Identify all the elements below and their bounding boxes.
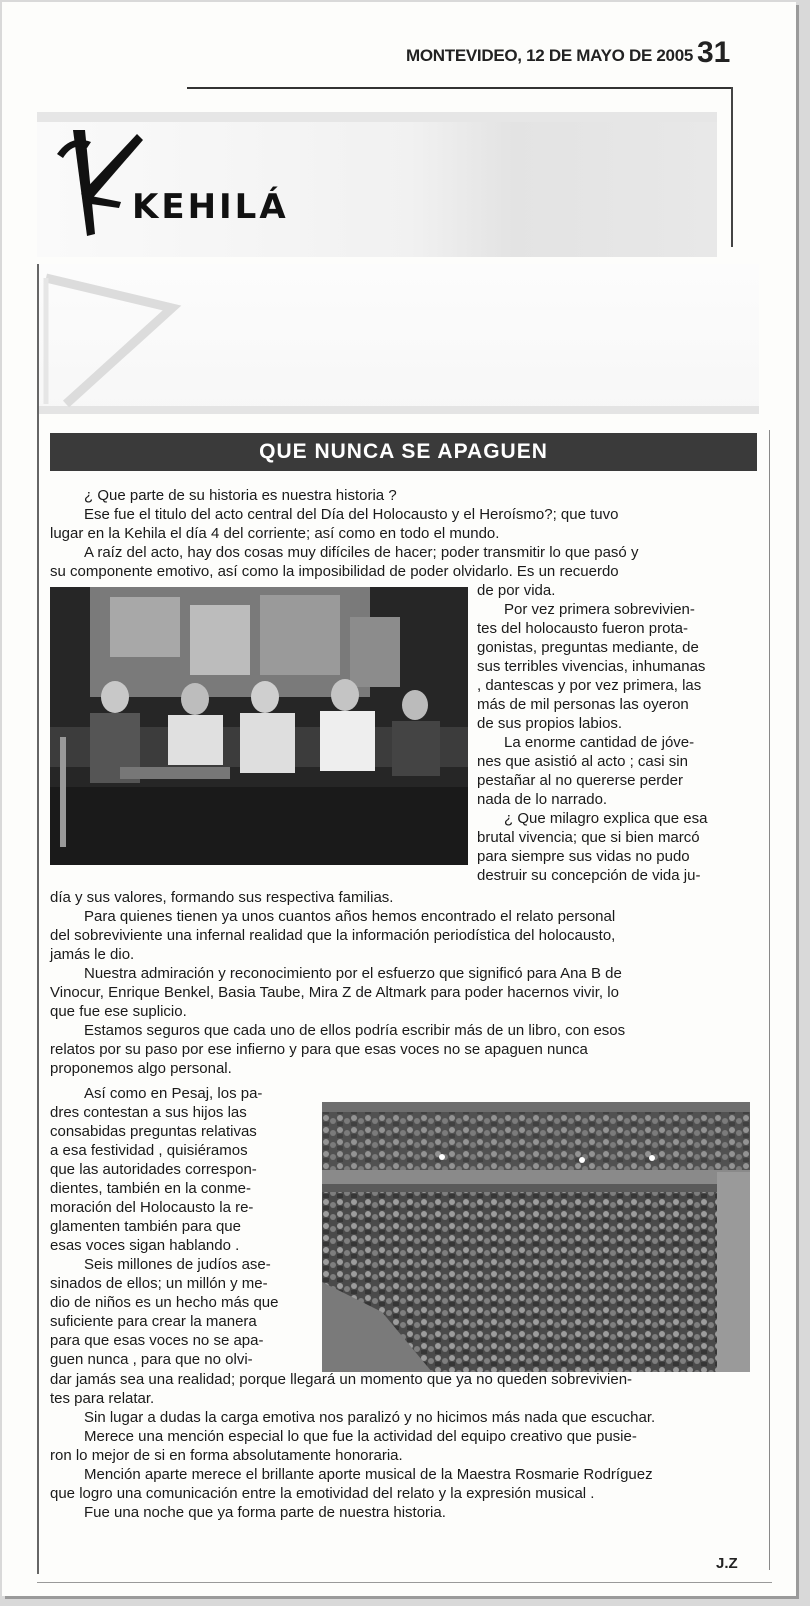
text-line: Seis millones de judíos ase- — [84, 1256, 271, 1273]
text-line: más de mil personas las oyeron — [477, 696, 689, 713]
stage-panel-photo — [50, 587, 468, 865]
text-line: Ese fue el titulo del acto central del Día del Holocausto y el Heroísmo?; que tuvo — [84, 506, 619, 523]
page-number: 31 — [697, 36, 731, 69]
text-line: A raíz del acto, hay dos cosas muy difíciles de hacer; poder transmitir lo que pasó y — [84, 544, 639, 561]
text-line: destruir su concepción de vida ju- — [477, 867, 701, 884]
text-line: La enorme cantidad de jóve- — [504, 734, 695, 751]
text-line: brutal vivencia; que si bien marcó — [477, 829, 700, 846]
text-line: dar jamás sea una realidad; porque llegará un momento que ya no queden sobrevivien- — [50, 1371, 633, 1388]
text-line: nada de lo narrado. — [477, 791, 608, 808]
text-line: de por vida. — [477, 582, 556, 599]
text-line: Vinocur, Enrique Benkel, Basia Taube, Mira Z de Altmark para poder hacernos vivir, lo — [50, 984, 619, 1001]
text-line: ¿ Que parte de su historia es nuestra historia ? — [84, 487, 397, 504]
text-line: Estamos seguros que cada uno de ellos podría escribir más de un libro, con esos — [84, 1022, 626, 1039]
text-line: dio de niños es un hecho más que — [50, 1294, 279, 1311]
text-line: consabidas preguntas relativas — [50, 1123, 257, 1140]
author-signature: J.Z — [716, 1555, 738, 1572]
text-line: su componente emotivo, así como la imposibilidad de poder olvidarlo. Es un recuerdo — [50, 563, 619, 580]
text-line: jamás le dio. — [50, 946, 135, 963]
text-line: dres contestan a sus hijos las — [50, 1104, 247, 1121]
dateline: MONTEVIDEO, 12 DE MAYO DE 2005 — [406, 46, 694, 65]
section-masthead — [37, 112, 717, 257]
text-line: de sus propios labios. — [477, 715, 623, 732]
audience-photo — [322, 1102, 750, 1372]
text-line: ¿ Que milagro explica que esa — [504, 810, 708, 827]
text-line: para que esas voces no se apa- — [50, 1332, 264, 1349]
text-line: a esa festividad , quisiéramos — [50, 1142, 248, 1159]
text-line: Así como en Pesaj, los pa- — [84, 1085, 263, 1102]
section-logo-text: KEHILÁ — [132, 187, 289, 227]
bottom-rule — [37, 1582, 772, 1583]
text-line: del sobreviviente una infernal realidad que la información periodística del holocausto, — [50, 927, 616, 944]
text-line: gonistas, preguntas mediante, de — [477, 639, 699, 656]
text-line: que fue ese suplicio. — [50, 1003, 187, 1020]
text-line: moración del Holocausto la re- — [50, 1199, 254, 1216]
text-line: suficiente para crear la manera — [50, 1313, 257, 1330]
decorative-triangle — [42, 272, 182, 412]
article-right-rule — [769, 430, 770, 1570]
text-line: Nuestra admiración y reconocimiento por el esfuerzo que significó para Ana B de — [84, 965, 622, 982]
text-line: Mención aparte merece el brillante aporte musical de la Maestra Rosmarie Rodríguez — [84, 1466, 653, 1483]
article-title: QUE NUNCA SE APAGUEN — [50, 433, 757, 471]
text-line: tes para relatar. — [50, 1390, 155, 1407]
text-line: para siempre sus vidas no pudo — [477, 848, 690, 865]
text-line: , dantescas y por vez primera, las — [477, 677, 702, 694]
text-line: nes que asistió al acto ; casi sin — [477, 753, 688, 770]
newspaper-page — [2, 2, 796, 1596]
text-line: esas voces sigan hablando . — [50, 1237, 240, 1254]
text-line: Fue una noche que ya forma parte de nuestra historia. — [84, 1504, 446, 1521]
text-line: lugar en la Kehila el día 4 del corriente; así como en todo el mundo. — [50, 525, 500, 542]
right-rule — [731, 87, 733, 247]
text-line: Por vez primera sobrevivien- — [504, 601, 695, 618]
text-line: ron lo mejor de si en forma absolutamente honoraria. — [50, 1447, 403, 1464]
text-line: glamenten también para que — [50, 1218, 241, 1235]
text-line: que las autoridades correspon- — [50, 1161, 257, 1178]
article-left-rule — [37, 414, 39, 1574]
text-line: guen nunca , para que no olvi- — [50, 1351, 253, 1368]
top-rule — [187, 87, 732, 89]
text-line: relatos por su paso por ese infierno y para que esas voces no se apaguen nunca — [50, 1041, 588, 1058]
text-line: que logro una comunicación entre la emotividad del relato y la expresión musical . — [50, 1485, 595, 1502]
text-line: Merece una mención especial lo que fue la actividad del equipo creativo que pusie- — [84, 1428, 637, 1445]
masthead-band — [37, 112, 717, 122]
text-line: sus terribles vivencias, inhumanas — [477, 658, 706, 675]
text-line: Sin lugar a dudas la carga emotiva nos paralizó y no hicimos más nada que escuchar. — [84, 1409, 656, 1426]
text-line: día y sus valores, formando sus respectiva familias. — [50, 889, 394, 906]
text-line: Para quienes tienen ya unos cuantos años hemos encontrado el relato personal — [84, 908, 616, 925]
text-line: sinados de ellos; un millón y me- — [50, 1275, 268, 1292]
text-line: pestañar al no quererse perder — [477, 772, 683, 789]
text-line: proponemos algo personal. — [50, 1060, 232, 1077]
text-line: tes del holocausto fueron prota- — [477, 620, 688, 637]
text-line: dientes, también en la conme- — [50, 1180, 251, 1197]
